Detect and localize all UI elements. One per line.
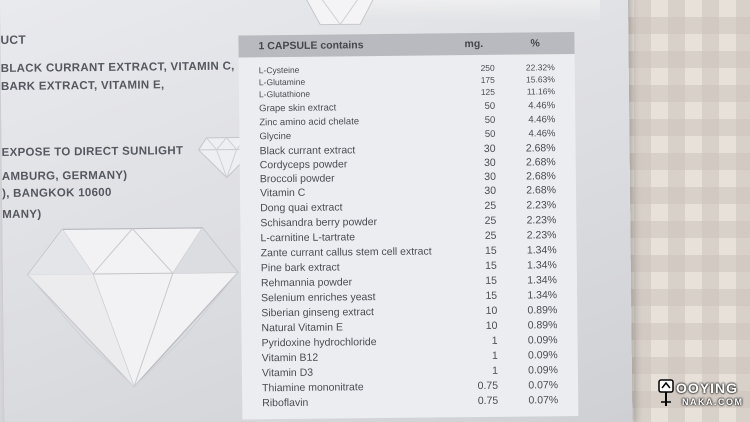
ingredient-percent: 1.34% [527, 274, 558, 287]
ingredient-mg: 15 [485, 289, 498, 302]
ingredient-name: Vitamin D3 [261, 366, 314, 380]
ingredient-mg: 125 [480, 86, 496, 97]
ingredient-percent: 0.09% [528, 364, 558, 377]
ingredient-name: Broccoli powder [259, 172, 335, 186]
ingredient-percent: 4.46% [528, 128, 556, 140]
ingredient-name: Zante currant callus stem cell extract [260, 245, 432, 260]
ingredient-percent: 15.63% [525, 74, 555, 85]
ingredient-mg: 15 [485, 274, 498, 287]
nutrition-table [238, 32, 578, 419]
ingredient-name: Zinc amino acid chelate [259, 116, 360, 129]
header-contains: 1 CAPSULE contains [258, 39, 364, 53]
ingredient-percent: 2.23% [526, 214, 557, 227]
ingredient-mg: 30 [484, 184, 497, 197]
ingredient-percent: 4.46% [528, 100, 556, 112]
ingredient-percent: 2.68% [525, 142, 556, 155]
ingredient-name: L-Cysteine [258, 64, 300, 76]
ingredient-name: Vitamin B12 [261, 351, 319, 365]
ingredient-mg: 30 [483, 156, 496, 169]
ingredient-name: L-Glutamine [258, 76, 306, 88]
ingredient-mg: 30 [484, 170, 496, 183]
ingredient-mg: 175 [480, 74, 495, 85]
ingredient-name: Pine bark extract [260, 261, 340, 275]
ingredient-name: L-Glutathione [258, 88, 311, 100]
diamond-graphic [22, 217, 244, 389]
ingredient-mg: 25 [484, 199, 497, 212]
ingredient-name: Glycine [259, 130, 292, 143]
ingredient-percent: 2.68% [526, 184, 557, 197]
ingredient-mg: 50 [484, 114, 496, 126]
table-row [242, 394, 578, 412]
box-flap [360, 0, 600, 22]
ingredient-percent: 0.89% [527, 319, 558, 332]
ingredient-mg: 1 [491, 334, 498, 347]
ingredient-mg: 15 [485, 259, 497, 272]
watermark-line2: NAKA.COM [682, 397, 744, 407]
ingredient-percent: 11.16% [526, 86, 556, 97]
ingredient-name: Natural Vitamin E [261, 321, 344, 335]
ingredient-mg: 0.75 [477, 394, 499, 408]
left-text-line: BARK EXTRACT, VITAMIN E, [0, 79, 165, 93]
ingredient-percent: 2.68% [525, 156, 556, 169]
ingredient-mg: 250 [480, 62, 495, 73]
ingredient-mg: 10 [485, 319, 498, 332]
ingredient-percent: 2.23% [526, 229, 557, 242]
ingredient-percent: 0.89% [527, 304, 558, 317]
ingredient-name: Selenium enriches yeast [261, 291, 376, 305]
ingredient-name: L-carnitine L-tartrate [260, 231, 356, 245]
ingredient-percent: 1.34% [526, 259, 557, 272]
ingredient-name: Grape skin extract [259, 102, 337, 115]
ingredient-mg: 30 [483, 142, 496, 155]
ingredient-name: Schisandra berry powder [260, 216, 378, 230]
ingredient-percent: 0.09% [527, 334, 558, 347]
ingredient-percent: 0.09% [527, 349, 558, 362]
watermark-logo-icon [656, 378, 678, 408]
ingredient-percent: 2.23% [526, 199, 557, 212]
ingredient-mg: 1 [492, 364, 498, 377]
ingredient-name: Cordyceps powder [259, 158, 348, 172]
ingredient-mg: 15 [484, 244, 497, 257]
ingredient-name: Black currant extract [259, 144, 356, 158]
left-text-line: ), BANGKOK 10600 [1, 186, 112, 200]
ingredient-mg: 50 [484, 128, 496, 140]
diamond-graphic-top [300, 0, 380, 27]
ingredient-mg: 50 [484, 100, 496, 112]
watermark-line1: OOYING [676, 380, 739, 396]
ingredient-percent: 2.68% [526, 170, 556, 183]
ingredient-mg: 10 [485, 304, 498, 317]
ingredient-mg: 0.75 [477, 379, 499, 393]
ingredient-mg: 1 [491, 349, 498, 362]
left-text-line: UCT [0, 32, 27, 47]
ingredient-percent: 0.07% [528, 379, 559, 392]
ingredient-percent: 22.32% [525, 62, 555, 73]
ingredient-name: Dong quai extract [260, 201, 343, 215]
watermark [656, 378, 746, 412]
ingredient-percent: 0.07% [528, 394, 559, 407]
ingredient-name: Thiamine mononitrate [262, 381, 364, 395]
left-text-line: BLACK CURRANT EXTRACT, VITAMIN C, [0, 60, 235, 75]
ingredient-mg: 25 [484, 229, 497, 242]
header-mg: mg. [464, 37, 484, 51]
left-text-line: AMBURG, GERMANY) [1, 169, 128, 183]
ingredient-name: Rehmannia powder [260, 276, 353, 290]
left-text-line: EXPOSE TO DIRECT SUNLIGHT [1, 145, 184, 159]
ingredient-percent: 1.34% [526, 244, 557, 257]
table-header [238, 32, 574, 58]
ingredient-name: Vitamin C [259, 186, 306, 200]
ingredient-percent: 1.34% [527, 289, 558, 302]
left-text-line: MANY) [2, 208, 42, 221]
ingredient-percent: 4.46% [528, 114, 556, 126]
ingredient-name: Siberian ginseng extract [261, 306, 375, 320]
ingredient-mg: 25 [484, 214, 497, 227]
ingredient-name: Pyridoxine hydrochloride [261, 336, 377, 350]
header-percent: % [530, 37, 540, 50]
ingredient-name: Riboflavin [262, 396, 309, 410]
